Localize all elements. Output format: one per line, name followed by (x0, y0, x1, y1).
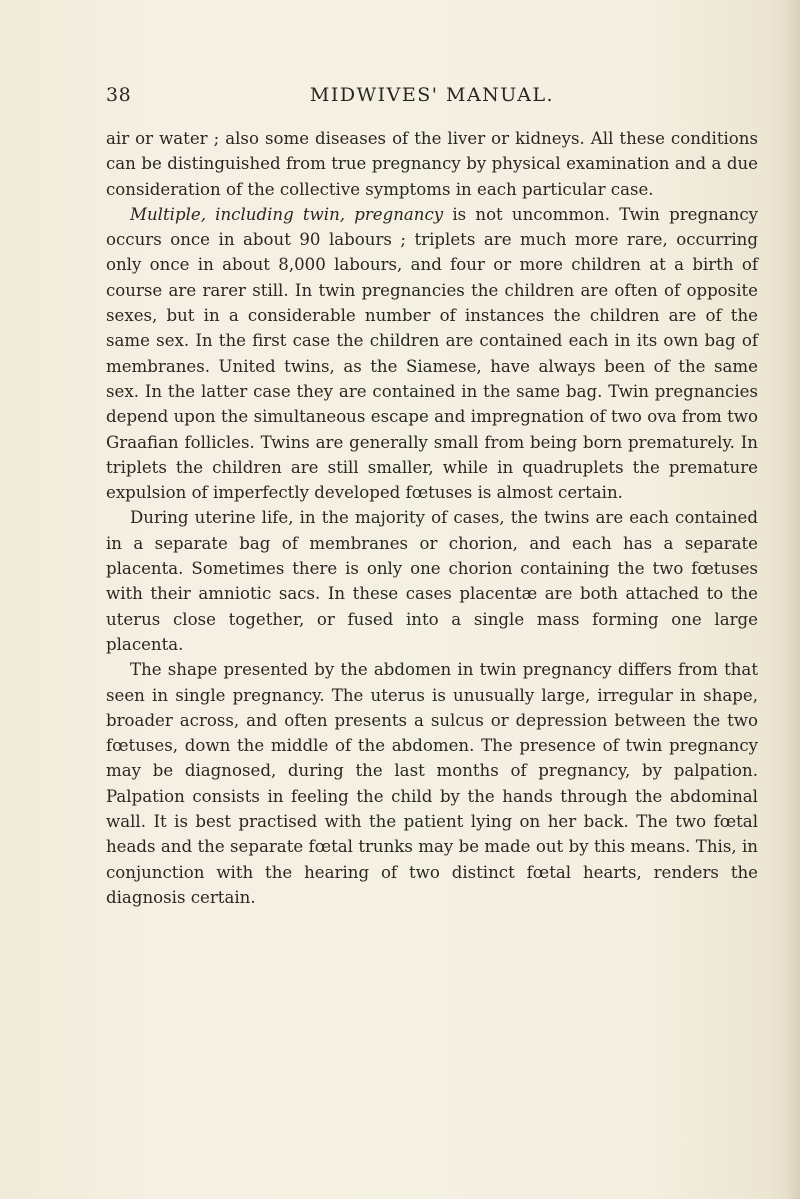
page-number: 38 (106, 84, 132, 106)
paragraph-4-text: The shape presented by the abdomen in twin pregnancy differs from that seen in single pregnancy. The uterus is unusually large, irregular in shape, broader across, and often presents a sulcus or depression between the two fœtuses, down the middle of the abdomen. The presence of twin pregnancy may be diagnosed, during the last months of pregnancy, by palpation. Palpation consists in feeling the child by the hands through the abdominal wall. It is best practised with the patient lying on her back. The two fœtal heads and the separate fœtal trunks may be made out by this means. This, in conjunction with the hearing of two distinct fœtal hearts, renders the diagnosis certain. (106, 660, 758, 907)
paragraph-1 (106, 126, 758, 202)
paragraph-3 (106, 505, 758, 657)
paragraph-2-lead: Multiple, including twin, pregnancy (130, 204, 444, 224)
paragraph-3-text: During uterine life, in the majority of cases, the twins are each contained in a separate bag of membranes or chorion, and each has a separate placenta. Sometimes there is only one chorion containing the two fœtuses with their amniotic sacs. In these cases placentæ are both attached to the uterus close together, or fused into a single mass forming one large placenta. (106, 508, 758, 654)
body-text (106, 126, 758, 910)
paragraph-1-text: air or water ; also some diseases of the liver or kidneys. All these conditions can be distinguished from true pregnancy by physical examination and a due consideration of the collective symptoms in each particular case. (106, 129, 758, 199)
running-title: MIDWIVES' MANUAL. (309, 84, 555, 106)
page-header (106, 84, 758, 114)
paragraph-2 (106, 202, 758, 506)
page-edge-shadow (786, 0, 800, 1199)
paragraph-4 (106, 657, 758, 910)
paragraph-2-text: is not uncommon. Twin pregnancy occurs once in about 90 labours ; triplets are much more rare, occurring only once in about 8,000 labours, and four or more children at a birth of course are rarer still. In twin pregnancies the children are often of opposite sexes, but in a considerable number of instances the children are of the same sex. In the first case the children are contained each in its own bag of membranes. United twins, as the Siamese, have always been of the same sex. In the latter case they are contained in the same bag. Twin pregnancies depend upon the simultaneous escape and impregnation of two ova from two Graafian follicles. Twins are generally small from being born prematurely. In triplets the children are still smaller, while in quadruplets the premature expulsion of imperfectly developed fœtuses is almost certain. (106, 204, 758, 503)
